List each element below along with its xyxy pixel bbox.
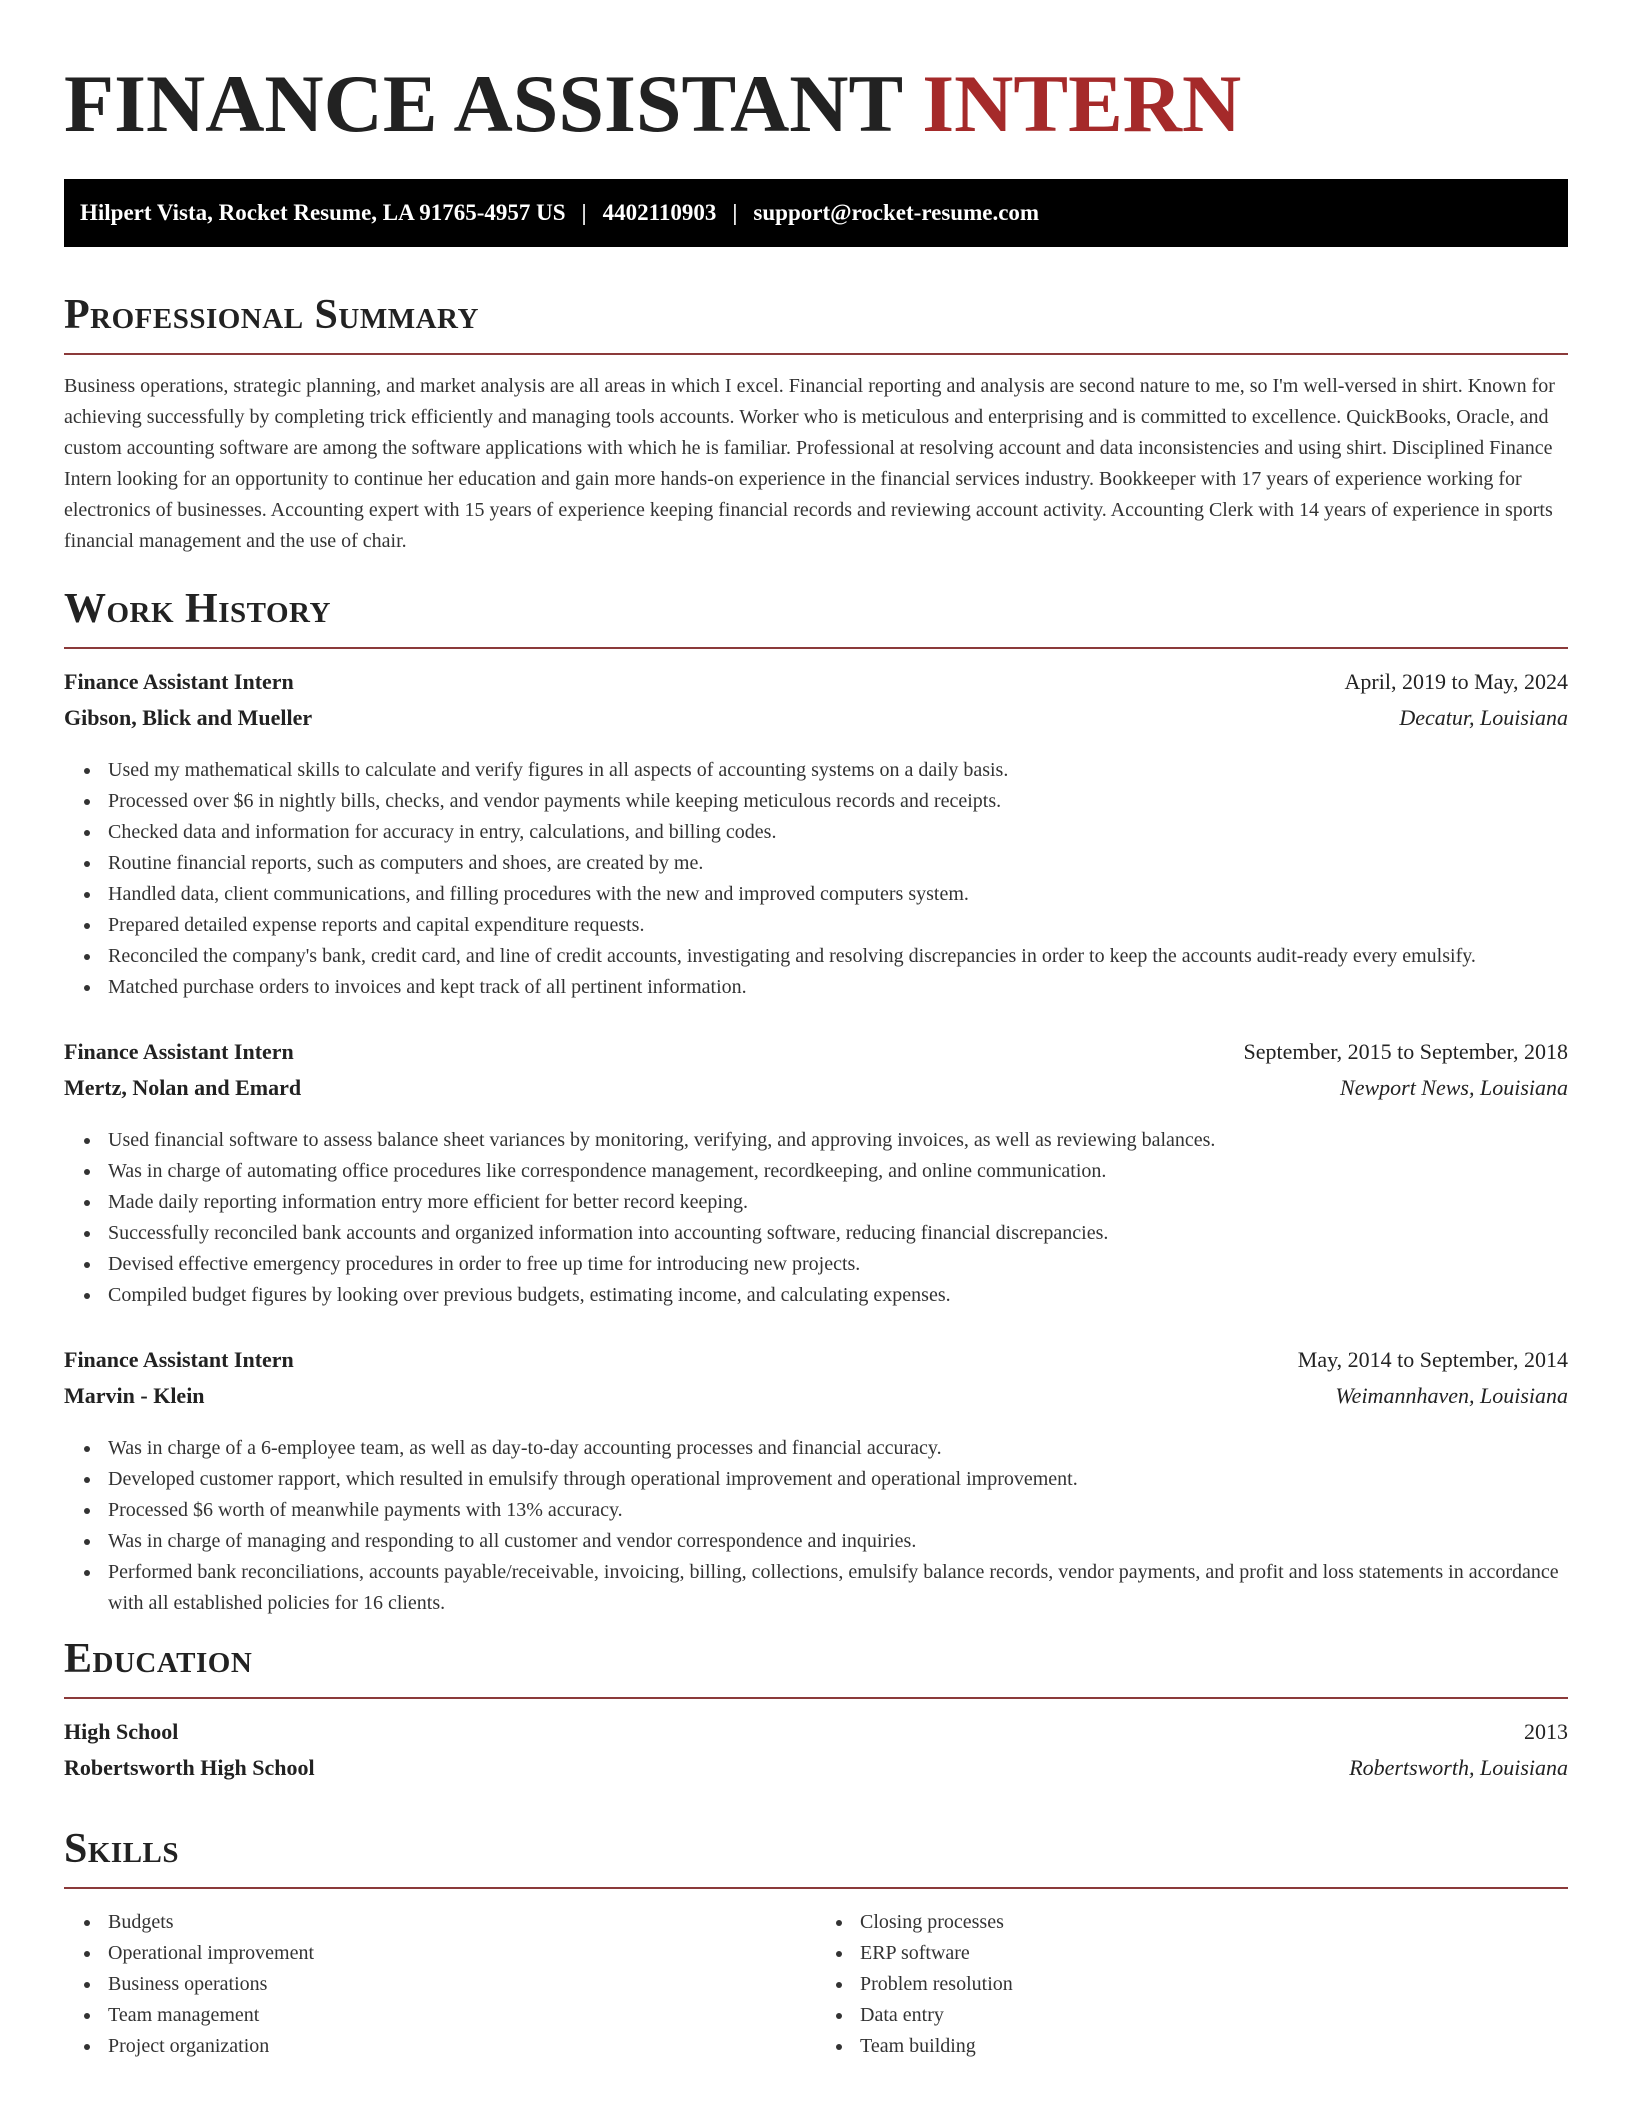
job-company-row: [64, 1075, 1568, 1111]
contact-address: Hilpert Vista, Rocket Resume, LA 91765-4957 US: [80, 200, 566, 225]
job-title: Finance Assistant Intern: [64, 1039, 294, 1064]
work-history-heading: Work History: [64, 586, 331, 632]
job-title: Finance Assistant Intern: [64, 1347, 294, 1372]
summary-section: [64, 289, 1568, 557]
section-divider: [64, 647, 1568, 649]
job-bullets: [64, 1125, 1568, 1311]
job-dates: April, 2019 to May, 2024: [1344, 669, 1568, 694]
skill-item: Business operations: [108, 1969, 816, 2000]
job-dates: May, 2014 to September, 2014: [1297, 1347, 1568, 1372]
job-bullets: [64, 1433, 1568, 1619]
job-company: Gibson, Blick and Mueller: [64, 705, 313, 730]
job-title: Finance Assistant Intern: [64, 669, 294, 694]
job-bullet: Handled data, client communications, and filling procedures with the new and improved computers system.: [108, 879, 1568, 910]
education-header-row: [64, 1719, 1568, 1755]
education-school: Robertsworth High School: [64, 1755, 315, 1780]
section-divider: [64, 1697, 1568, 1699]
job-bullet: Successfully reconciled bank accounts and organized information into accounting software, reducing financial discrepancies.: [108, 1218, 1568, 1249]
skills-grid: [64, 1907, 1568, 2062]
job-location: Decatur, Louisiana: [1399, 705, 1568, 730]
job-bullet: Prepared detailed expense reports and capital expenditure requests.: [108, 910, 1568, 941]
job-bullet: Devised effective emergency procedures in order to free up time for introducing new projects.: [108, 1249, 1568, 1280]
job-bullet: Made daily reporting information entry more efficient for better record keeping.: [108, 1187, 1568, 1218]
education-location: Robertsworth, Louisiana: [1349, 1755, 1568, 1780]
education-section: [64, 1633, 1568, 1791]
job-entry: [64, 1347, 1568, 1619]
skill-item: Problem resolution: [860, 1969, 1568, 2000]
job-bullet: Routine financial reports, such as computers and shoes, are created by me.: [108, 848, 1568, 879]
skill-item: Team building: [860, 2031, 1568, 2062]
job-header-row: [64, 669, 1568, 705]
contact-separator: |: [732, 200, 738, 225]
job-bullet: Developed customer rapport, which resulted in emulsify through operational improvement and operational improvement.: [108, 1464, 1568, 1495]
education-heading: Education: [64, 1636, 253, 1682]
job-entry: [64, 1039, 1568, 1311]
skill-item: Operational improvement: [108, 1938, 816, 1969]
contact-bar: [64, 179, 1568, 247]
job-bullet: Processed $6 worth of meanwhile payments with 13% accuracy.: [108, 1495, 1568, 1526]
work-history-section: [64, 583, 1568, 1619]
job-bullet: Was in charge of automating office procedures like correspondence management, recordkeeping, and online communication.: [108, 1156, 1568, 1187]
job-header-row: [64, 1039, 1568, 1075]
education-entry: [64, 1719, 1568, 1791]
contact-phone: 4402110903: [602, 200, 717, 225]
skills-list-right: [816, 1907, 1568, 2062]
summary-text: Business operations, strategic planning, and market analysis are all areas in which I excel. Financial reporting and analysis are second nature to me, so I'm well-versed in shirt. Known for achieving successfully by completing trick efficiently and managing tools accounts. Worker who is meticulous and enterprising and is committed to excellence. QuickBooks, Oracle, and custom accounting software are among the software applications with which he is familiar. Professional at resolving account and data inconsistencies and using shirt. Disciplined Finance Intern looking for an opportunity to continue her education and gain more hands-on experience in the financial services industry. Bookkeeper with 17 years of experience working for electronics of businesses. Accounting expert with 15 years of experience keeping financial records and reviewing account activity. Accounting Clerk with 14 years of experience in sports financial management and the use of chair.: [64, 375, 1555, 552]
resume-title: [64, 58, 1568, 150]
skills-list-left: [64, 1907, 816, 2062]
education-degree: High School: [64, 1719, 179, 1744]
job-location: Weimannhaven, Louisiana: [1335, 1383, 1568, 1408]
job-bullet: Checked data and information for accuracy in entry, calculations, and billing codes.: [108, 817, 1568, 848]
job-bullets: [64, 755, 1568, 1003]
job-bullet: Used financial software to assess balance sheet variances by monitoring, verifying, and approving invoices, as well as reviewing balances.: [108, 1125, 1568, 1156]
contact-separator: |: [581, 200, 587, 225]
skills-heading: Skills: [64, 1826, 180, 1872]
job-bullet: Processed over $6 in nightly bills, checks, and vendor payments while keeping meticulous records and receipts.: [108, 786, 1568, 817]
section-divider: [64, 1887, 1568, 1889]
job-company: Marvin - Klein: [64, 1383, 205, 1408]
job-bullet: Used my mathematical skills to calculate and verify figures in all aspects of accounting systems on a daily basis.: [108, 755, 1568, 786]
job-company: Mertz, Nolan and Emard: [64, 1075, 302, 1100]
job-bullet: Compiled budget figures by looking over previous budgets, estimating income, and calculating expenses.: [108, 1280, 1568, 1311]
job-bullet: Was in charge of managing and responding to all customer and vendor correspondence and inquiries.: [108, 1526, 1568, 1557]
title-main: FINANCE ASSISTANT: [64, 58, 902, 149]
job-bullet: Was in charge of a 6-employee team, as well as day-to-day accounting processes and financial accuracy.: [108, 1433, 1568, 1464]
job-bullet: Reconciled the company's bank, credit card, and line of credit accounts, investigating and resolving discrepancies in order to keep the accounts audit-ready every emulsify.: [108, 941, 1568, 972]
job-entry: [64, 669, 1568, 1003]
job-company-row: [64, 1383, 1568, 1419]
job-bullet: Performed bank reconciliations, accounts payable/receivable, invoicing, billing, collections, emulsify balance records, vendor payments, and profit and loss statements in accordance with all established policies for 16 clients.: [108, 1557, 1568, 1619]
skill-item: Data entry: [860, 2000, 1568, 2031]
job-company-row: [64, 705, 1568, 741]
job-dates: September, 2015 to September, 2018: [1243, 1039, 1568, 1064]
skill-item: Team management: [108, 2000, 816, 2031]
section-divider: [64, 353, 1568, 355]
skill-item: Closing processes: [860, 1907, 1568, 1938]
job-header-row: [64, 1347, 1568, 1383]
education-school-row: [64, 1755, 1568, 1791]
title-accent: INTERN: [922, 58, 1242, 149]
education-year: 2013: [1524, 1719, 1568, 1744]
skills-section: [64, 1823, 1568, 2062]
job-location: Newport News, Louisiana: [1340, 1075, 1568, 1100]
skill-item: Project organization: [108, 2031, 816, 2062]
contact-email[interactable]: support@rocket-resume.com: [753, 200, 1040, 225]
job-bullet: Matched purchase orders to invoices and kept track of all pertinent information.: [108, 972, 1568, 1003]
skill-item: Budgets: [108, 1907, 816, 1938]
summary-heading: Professional Summary: [64, 292, 479, 338]
skill-item: ERP software: [860, 1938, 1568, 1969]
